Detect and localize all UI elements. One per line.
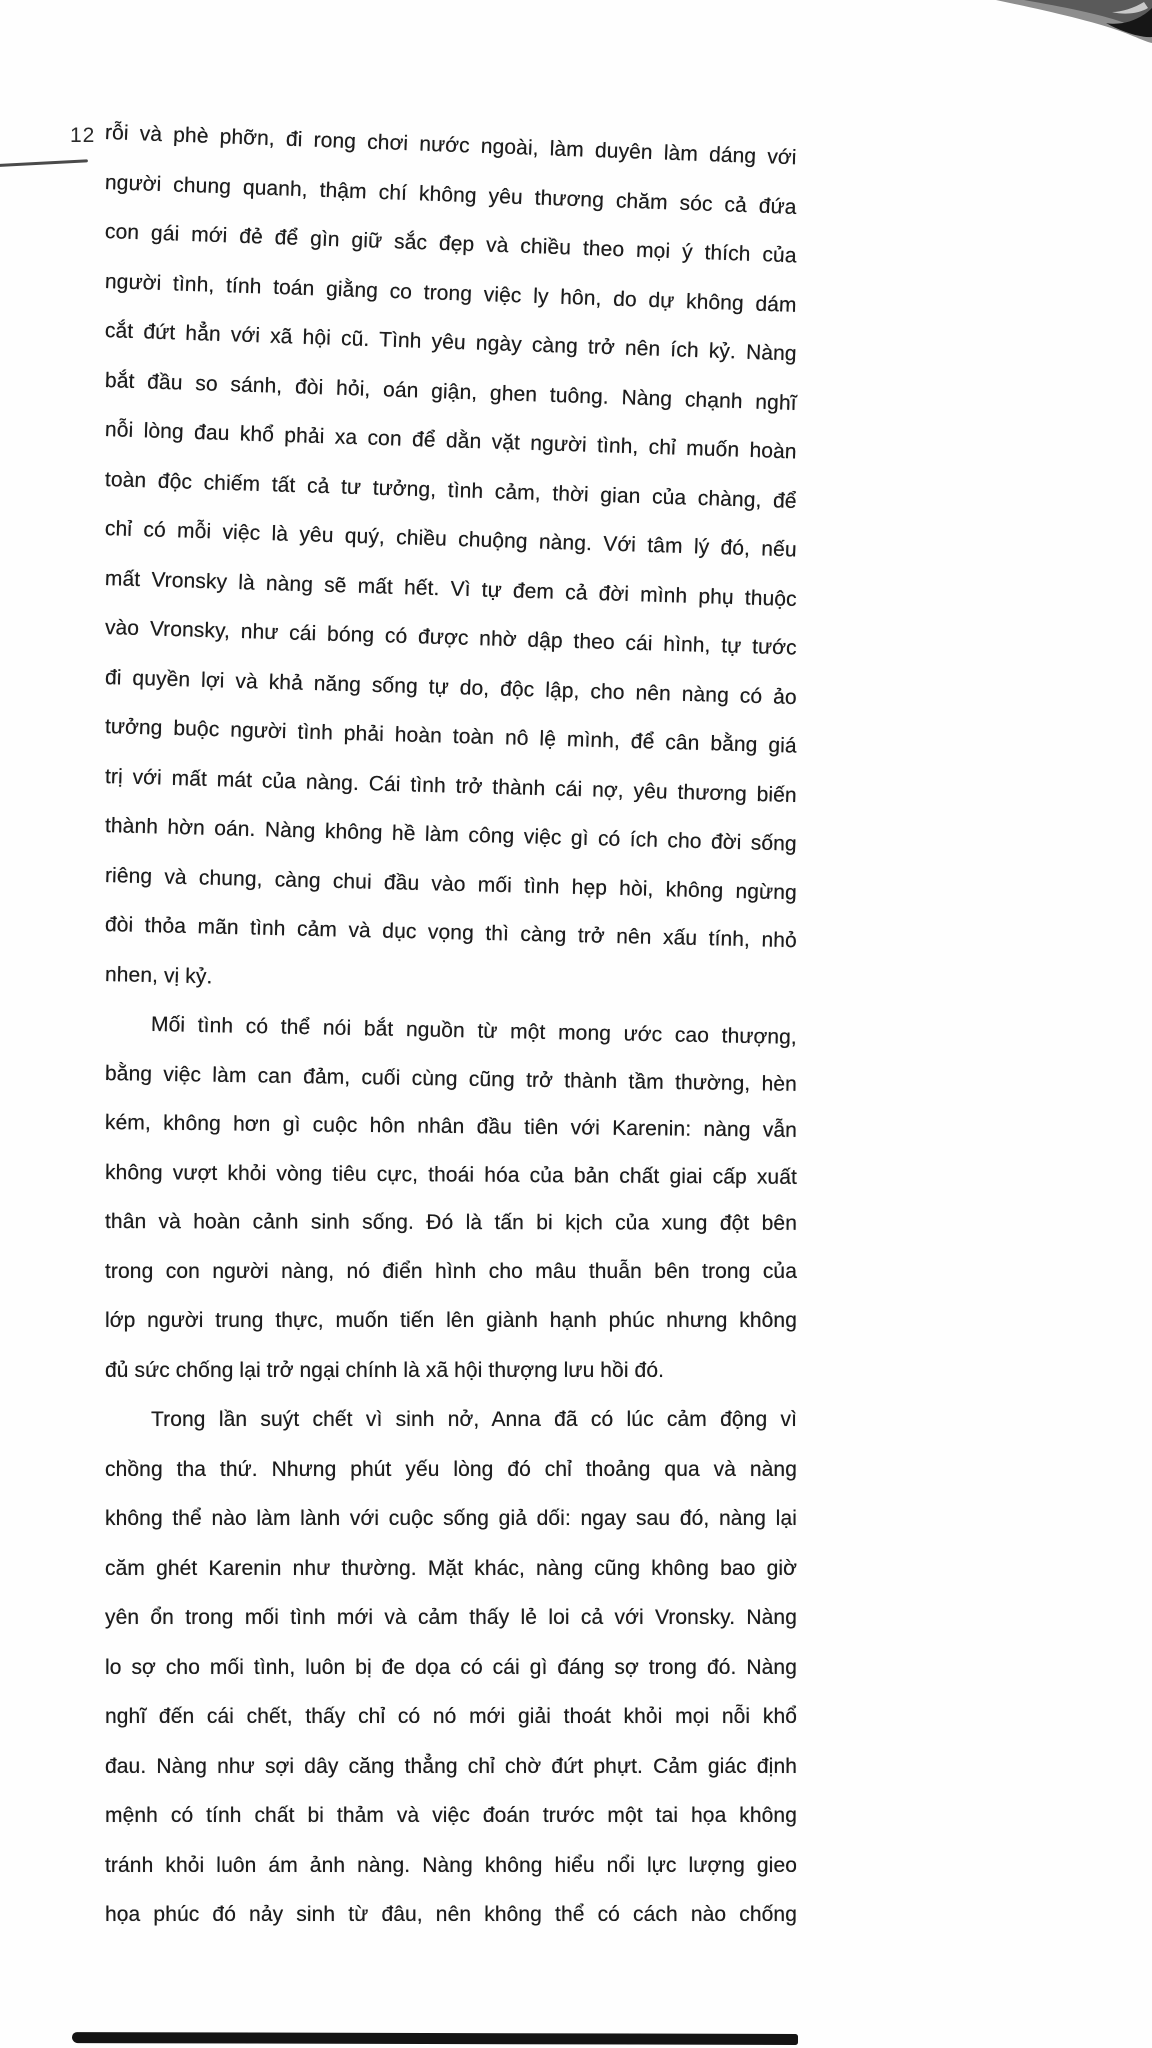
text-line: không vượt khỏi vòng tiêu cực, thoái hóa của bản chất giai cấp xuất bbox=[104, 1160, 798, 1189]
text-line: chồng tha thứ. Nhưng phút yếu lòng đó chỉ thoảng qua và nàng bbox=[105, 1457, 797, 1481]
text-line: căm ghét Karenin như thường. Mặt khác, nàng cũng không bao giờ bbox=[105, 1556, 797, 1580]
text-line: đủ sức chống lại trở ngại chính là xã hội thượng lưu hồi đó. bbox=[105, 1358, 665, 1382]
text-line: trong con người nàng, nó điển hình cho mâu thuẫn bên trong của bbox=[105, 1259, 797, 1283]
text-line: lo sợ cho mối tình, luôn bị đe dọa có cái gì đáng sợ trong đó. Nàng bbox=[105, 1655, 797, 1679]
body-text bbox=[105, 108, 797, 1940]
text-line: đi quyền lợi và khả năng sống tự do, độc lập, cho nên nàng có ảo bbox=[104, 665, 798, 709]
text-line: chỉ có mỗi việc là yêu quý, chiều chuộng nàng. Với tâm lý đó, nếu bbox=[104, 517, 798, 562]
text-line: nỗi lòng đau khổ phải xa con để dằn vặt người tình, chỉ muốn hoàn bbox=[104, 418, 798, 464]
text-line: người chung quanh, thậm chí không yêu thương chăm sóc cả đứa bbox=[104, 170, 797, 219]
text-line: mệnh có tính chất bi thảm và việc đoán trước một tai họa không bbox=[105, 1804, 797, 1827]
text-line: đòi thỏa mãn tình cảm và dục vọng thì càng trở nên xấu tính, nhỏ bbox=[104, 913, 798, 953]
text-line: tưởng buộc người tình phải hoàn toàn nô lệ mình, để cân bằng giá bbox=[104, 715, 798, 758]
text-line: tránh khỏi luôn ám ảnh nàng. Nàng không hiểu nổi lực lượng gieo bbox=[105, 1853, 797, 1877]
text-line: họa phúc đó nảy sinh từ đâu, nên không thể có cách nào chống bbox=[105, 1903, 797, 1926]
text-line: nhen, vị kỷ. bbox=[104, 962, 213, 988]
text-line: mất Vronsky là nàng sẽ mất hết. Vì tự đem cả đời mình phụ thuộc bbox=[104, 566, 798, 611]
text-line: rỗi và phè phỡn, đi rong chơi nước ngoài, làm duyên làm dáng với bbox=[104, 121, 797, 170]
text-line: vào Vronsky, như cái bóng có được nhờ dập theo cái hình, tự tước bbox=[104, 616, 798, 660]
text-line: đau. Nàng như sợi dây căng thẳng chỉ chờ đứt phựt. Cảm giác định bbox=[105, 1754, 797, 1778]
text-line: Mối tình có thể nói bắt nguồn từ một mong ước cao thượng, bbox=[150, 1012, 798, 1049]
text-line: toàn độc chiếm tất cả tư tưởng, tình cảm, thời gian của chàng, để bbox=[104, 467, 798, 513]
text-line: cắt đứt hẳn với xã hội cũ. Tình yêu ngày càng trở nên ích kỷ. Nàng bbox=[104, 319, 798, 366]
text-line: trị với mất mát của nàng. Cái tình trở thành cái nợ, yêu thương biến bbox=[104, 764, 798, 807]
text-line: yên ổn trong mối tình mới và cảm thấy lẻ loi cả với Vronsky. Nàng bbox=[105, 1606, 797, 1629]
margin-rule bbox=[0, 159, 88, 166]
text-line: bằng việc làm can đảm, cuối cùng cũng trở thành tầm thường, hèn bbox=[104, 1061, 798, 1096]
text-line: thân và hoàn cảnh sinh sống. Đó là tấn bi kịch của xung đột bên bbox=[104, 1210, 798, 1235]
text-line: kém, không hơn gì cuộc hôn nhân đầu tiên với Karenin: nàng vẫn bbox=[104, 1111, 798, 1142]
text-line: nghĩ đến cái chết, thấy chỉ có nó mới giải thoát khỏi mọi nỗi khổ bbox=[105, 1705, 797, 1728]
text-line: không thể nào làm lành với cuộc sống giả dối: ngay sau đó, nàng lại bbox=[105, 1507, 797, 1530]
text-line: thành hờn oán. Nàng không hề làm công việc gì có ích cho đời sống bbox=[104, 814, 798, 856]
scan-edge-shadow bbox=[72, 2032, 798, 2045]
text-line: riêng và chung, càng chui đầu vào mối tình hẹp hòi, không ngừng bbox=[104, 863, 798, 904]
text-line: con gái mới đẻ để gìn giữ sắc đẹp và chiều theo mọi ý thích của bbox=[104, 220, 797, 268]
page-number: 12 bbox=[70, 124, 96, 147]
text-line: người tình, tính toán giằng co trong việc ly hôn, do dự không dám bbox=[104, 269, 797, 317]
text-line: Trong lần suýt chết vì sinh nở, Anna đã có lúc cảm động vì bbox=[151, 1408, 797, 1431]
book-cover-corner-artifact bbox=[994, 0, 1152, 50]
text-line: lớp người trung thực, muốn tiến lên giành hạnh phúc nhưng không bbox=[105, 1309, 797, 1332]
text-line: bắt đầu so sánh, đòi hỏi, oán giận, ghen tuông. Nàng chạnh nghĩ bbox=[104, 368, 798, 415]
